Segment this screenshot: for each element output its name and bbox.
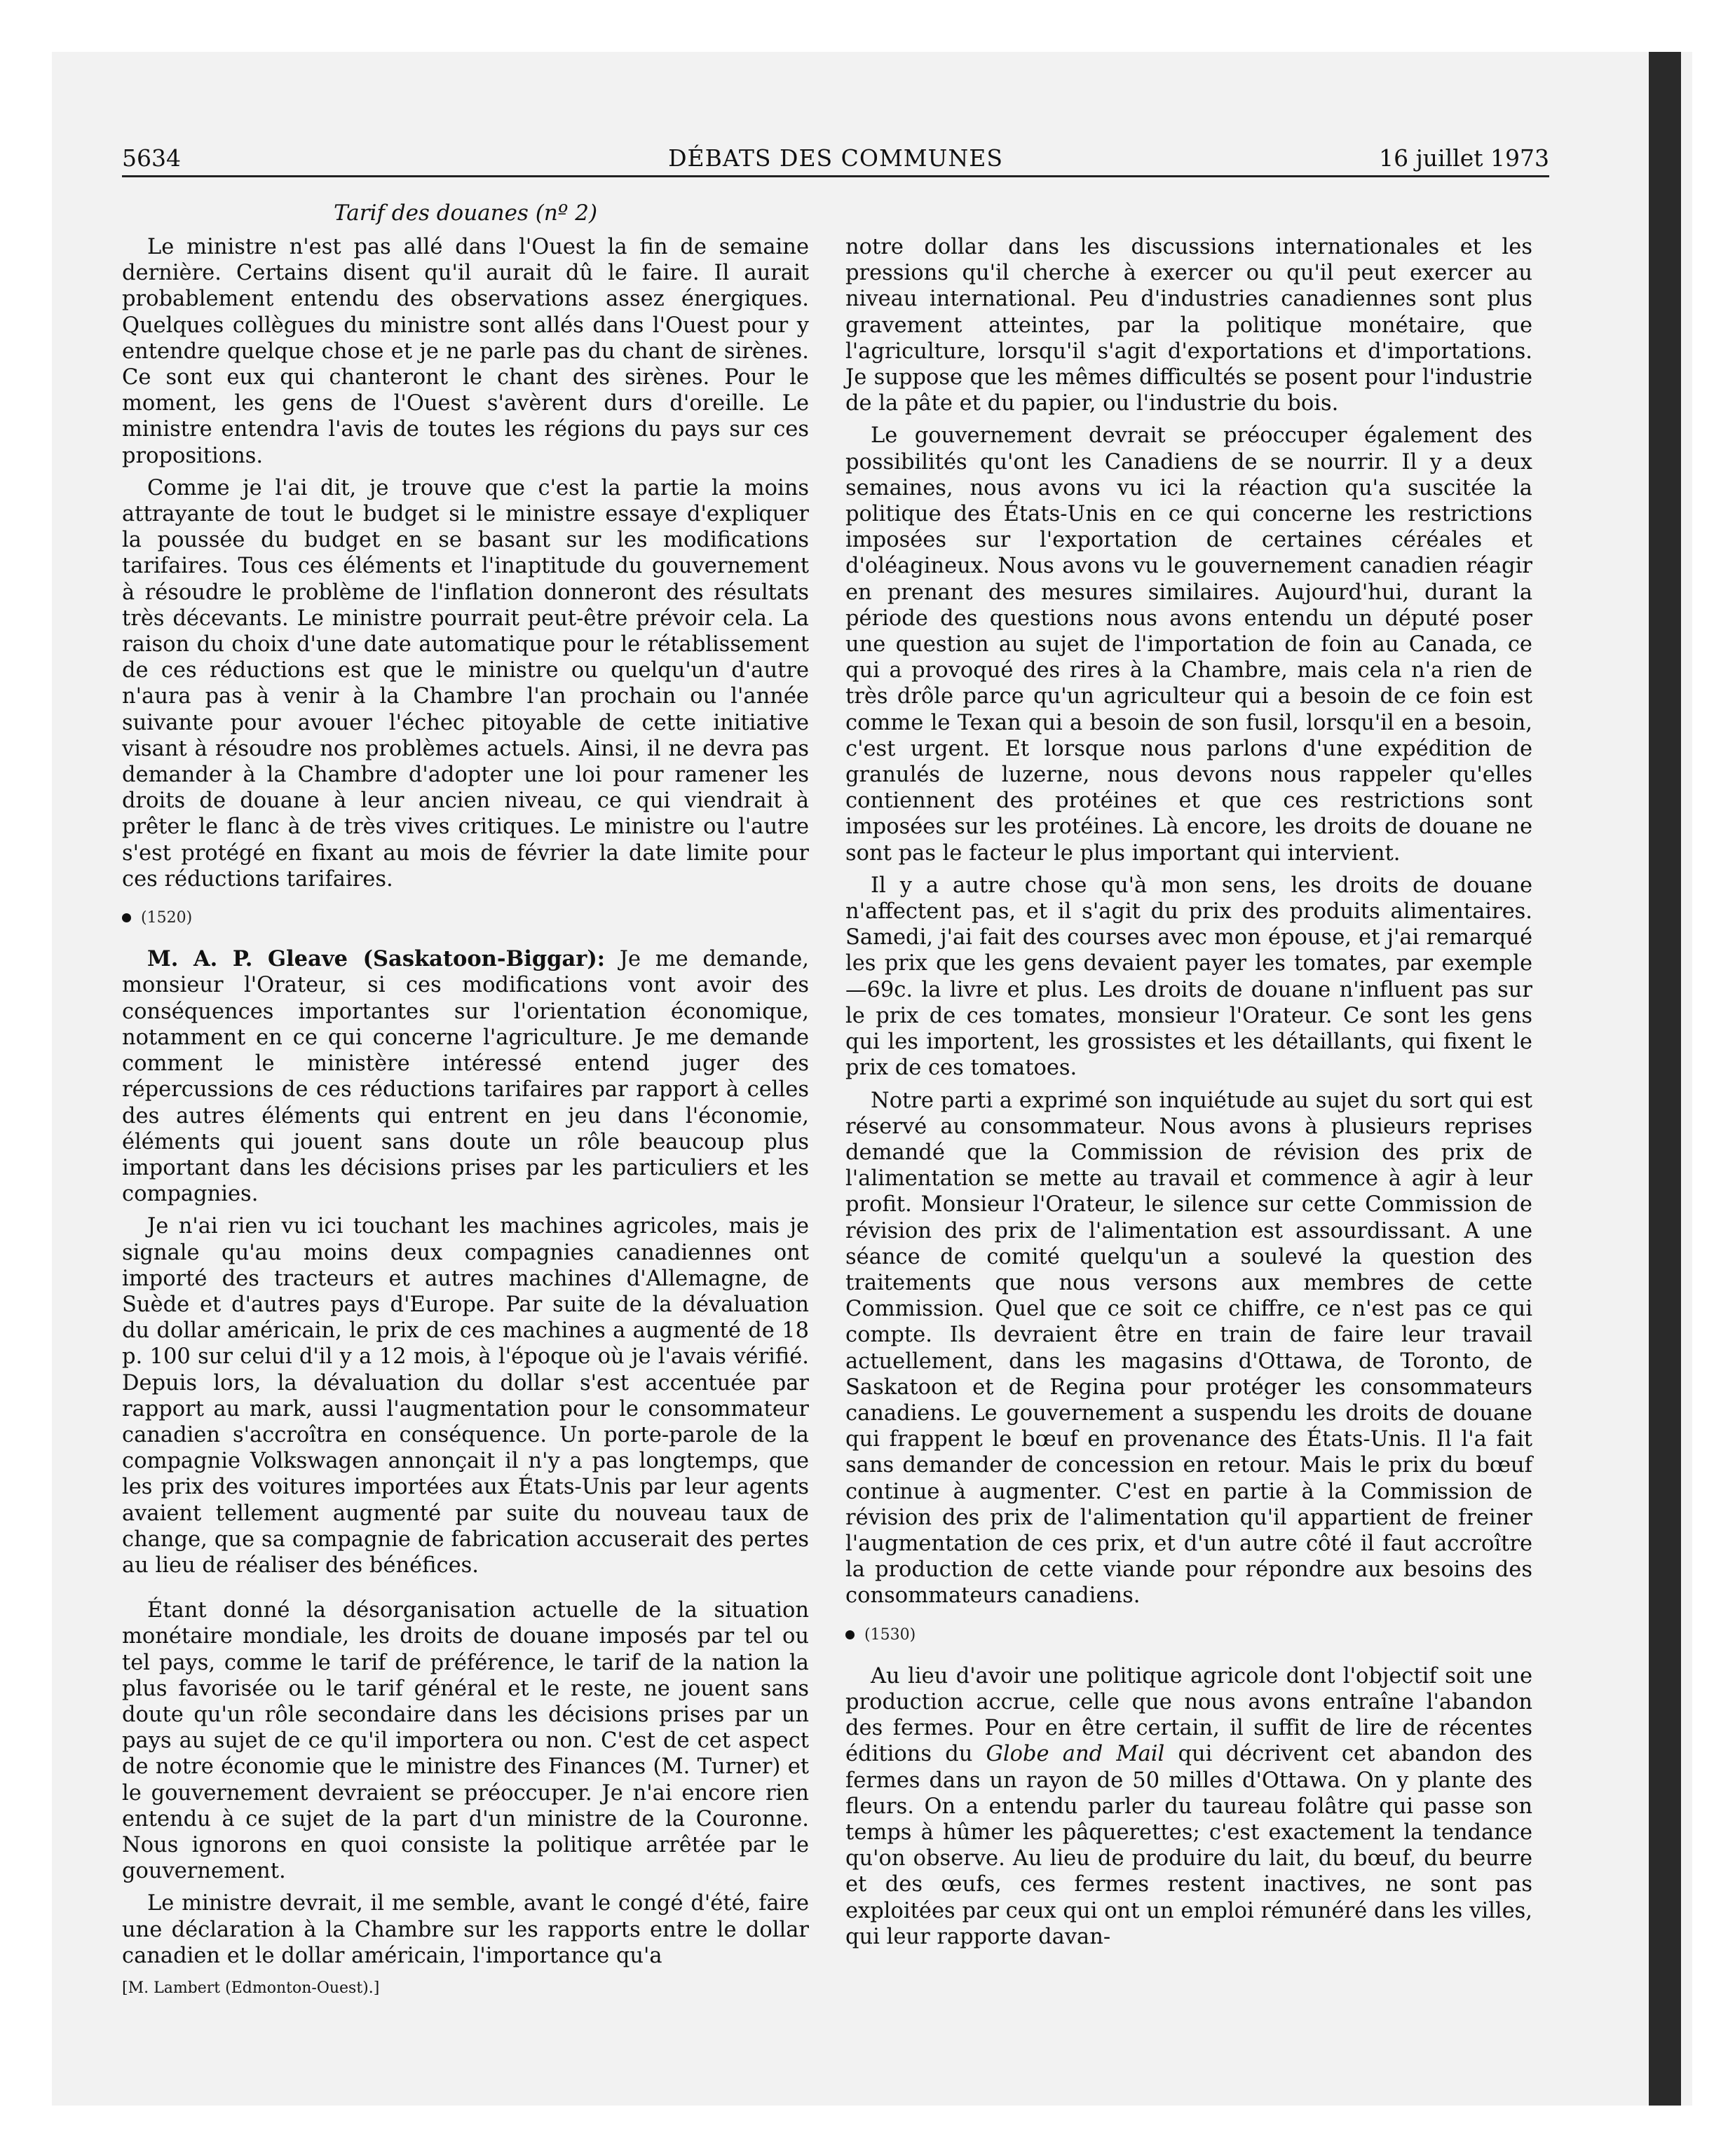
paragraph: Étant donné la désorganisation actuelle de la situation monétaire mondiale, les droits de douane imposés par tel ou tel pays, comme le tarif de préférence, le tarif de la nation la plus favorisée ou le tarif général et le reste, ne jouent sans doute qu'un rôle secondaire dans les décisions prises par un pays au sujet de ce qu'il importera ou non. C'est de cet aspect de notre économie que le ministre des Finances (M. Turner) et le gouvernement devraient se préoccuper. Je n'ai encore rien entendu à ce sujet de la part d'un ministre de la Couronne. Nous ignorons en quoi consiste la politique arrêtée par le gouvernement. (122, 1598, 809, 1884)
paragraph: Le ministre devrait, il me semble, avant le congé d'été, faire une déclaration à la Chambre sur les rapports entre le dollar canadien et le dollar américain, l'importance qu'a (122, 1891, 809, 1968)
time-marker (122, 905, 809, 931)
paragraph (845, 1663, 1532, 1950)
paragraph: Je n'ai rien vu ici touchant les machines agricoles, mais je signale qu'au moins deux compagnies canadiennes ont importé des tracteurs et autres machines d'Allemagne, de Suède et d'autres pays d'Europe. Par suite de la dévaluation du dollar américain, le prix de ces machines a augmenté de 18 p. 100 sur celui d'il y a 12 mois, à l'époque où je l'avais vérifié. Depuis lors, la dévaluation du dollar s'est accentuée par rapport au mark, aussi l'augmentation pour le consommateur canadien s'accroîtra en conséquence. Un porte-parole de la compagnie Volkswagen annonçait il n'y a pas longtemps, que les prix des voitures importées aux États-Unis par leur agents avaient tellement augmenté par suite du nouveau taux de change, que sa compagnie de fabrication accuserait des pertes au lieu de réaliser des bénéfices. (122, 1214, 809, 1578)
speaker-footnote: [M. Lambert (Edmonton-Ouest).] (122, 1979, 380, 1997)
right-column (845, 234, 1532, 1956)
bullet-dot-icon (845, 1630, 855, 1639)
paragraph: Comme je l'ai dit, je trouve que c'est la partie la moins attrayante de tout le budget si le ministre essaye d'expliquer la poussée du budget en se basant sur les modifications tarifaires. Tous ces éléments et l'inaptitude du gouvernement à résoudre le problème de l'inflation donneront des résultats très décevants. Le ministre pourrait peut-être prévoir cela. La raison du choix d'une date automatique pour le rétablissement de ces réductions est que le ministre ou quelqu'un d'autre n'aura pas à venir à la Chambre l'an prochain ou l'année suivante pour avouer l'échec pitoyable de cette initiative visant à résoudre nos problèmes actuels. Ainsi, il ne devra pas demander à la Chambre d'adopter une loi pour ramener les droits de douane à leur ancien niveau, ce qui viendrait à prêter le flanc à de très vives critiques. Le ministre ou l'autre s'est protégé en fixant au mois de février la date limite pour ces réductions tarifaires. (122, 475, 809, 892)
time-marker (845, 1622, 1532, 1648)
journal-title: DÉBATS DES COMMUNES (668, 144, 1003, 172)
paragraph-text: qui décrivent cet abandon des fermes dans un rayon de 50 milles d'Ottawa. On y plante des fleurs. On a entendu parler du taureau folâtre qui passe son temps à hûmer les pâquerettes; c'est exactement la tendance qu'on observe. Au lieu de produire du lait, du bœuf, du beurre et des œufs, ces fermes restent inactives, ne sont pas exploitées par ceux qui ont un emploi rémunéré dans les villes, qui leur rapporte davan- (845, 1742, 1532, 1949)
paragraph-text: Au lieu d'avoir une politique agricole dont l'objectif soit une production accrue, celle que nous avons entraîne l'abandon des fermes. Pour en être certain, il suffit de lire de récentes éditions du (845, 1663, 1532, 1767)
speech-text: Je me demande, monsieur l'Orateur, si ces modifications vont avoir des conséquences importantes sur l'orientation économique, notamment en ce qui concerne l'agriculture. Je me demande comment le ministère intéressé entend juger des répercussions de ces réductions tarifaires par rapport à celles des autres éléments qui entrent en jeu dans l'économie, éléments qui jouent sans doute un rôle beaucoup plus important dans les décisions prises par les particuliers et les compagnies. (122, 947, 809, 1207)
time-marker-label: (1530) (864, 1625, 916, 1644)
paragraph: Le ministre n'est pas allé dans l'Ouest la fin de semaine dernière. Certains disent qu'il aurait dû le faire. Il aurait probablement entendu des observations assez énergiques. Quelques collègues du ministre sont allés dans l'Ouest pour y entendre quelque chose et je ne parle pas du chant de sirènes. Ce sont eux qui chanteront le chant des sirènes. Pour le moment, les gens de l'Ouest s'avèrent durs d'oreille. Le ministre entendra l'avis de toutes les régions du pays sur ces propositions. (122, 235, 809, 468)
paragraph: Notre parti a exprimé son inquiétude au sujet du sort qui est réservé au consommateur. Nous avons à plusieurs reprises demandé que la Commission de révision des prix de l'alimentation se mette au travail et commence à agir à leur profit. Monsieur l'Orateur, le silence sur cette Commission de révision des prix de l'alimentation est assourdissant. A une séance de comité quelqu'un a soulevé la question des traitements que nous versons aux membres de cette Commission. Quel que ce soit ce chiffre, ce n'est pas ce qui compte. Ils devraient être en train de faire leur travail actuellement, dans les magasins d'Ottawa, de Toronto, de Saskatoon et de Regina pour protéger les consommateurs canadiens. Le gouvernement a suspendu les droits de douane qui frappent le bœuf en provenance des États-Unis. Il l'a fait sans demander de concession en retour. Mais le prix du bœuf continue à augmenter. C'est en partie à la Commission de révision des prix de l'alimentation qu'il appartient de freiner l'augmentation de ces prix, et d'un autre côté il faut accroître la production de cette viande pour répondre aux besoins des consommateurs canadiens. (845, 1088, 1532, 1609)
scan-edge-shadow (1649, 52, 1681, 2106)
paragraph: Il y a autre chose qu'à mon sens, les droits de douane n'affectent pas, et il s'agit du prix des produits alimentaires. Samedi, j'ai fait des courses avec mon épouse, et j'ai remarqué les prix que les gens devaient payer les tomates, par exemple—69c. la livre et plus. Les droits de douane n'influent pas sur le prix de ces tomates, monsieur l'Orateur. Ce sont les gens qui les importent, les grossistes et les détaillants, qui fixent le prix de ces tomatoes. (845, 873, 1532, 1081)
paragraph: notre dollar dans les discussions internationales et les pressions qu'il cherche à exercer ou qu'il peut exercer au niveau international. Peu d'industries canadiennes sont plus gravement atteintes, par la politique monétaire, que l'agriculture, lorsqu'il s'agit d'exportations et d'importations. Je suppose que les mêmes difficultés se posent pour l'industrie de la pâte et du papier, ou l'industrie du bois. (845, 235, 1532, 416)
speech-paragraph (122, 946, 809, 1207)
section-subtitle: Tarif des douanes (nº 2) (333, 200, 598, 226)
speaker-name: M. A. P. Gleave (Saskatoon-Biggar): (147, 946, 606, 972)
newspaper-title: Globe and Mail (986, 1742, 1165, 1767)
page-header (122, 142, 1549, 177)
issue-date: 16 juillet 1973 (1379, 144, 1549, 172)
page-number: 5634 (122, 144, 181, 172)
left-column (122, 234, 809, 2007)
bullet-dot-icon (122, 913, 131, 922)
time-marker-label: (1520) (141, 909, 193, 927)
paragraph: Le gouvernement devrait se préoccuper également des possibilités qu'ont les Canadiens de se nourrir. Il y a deux semaines, nous avons vu ici la réaction qu'a suscitée la politique des États-Unis en ce qui concerne les restrictions imposées sur l'exportation de certaines céréales et d'oléagineux. Nous avons vu le gouvernement canadien réagir en prenant des mesures similaires. Aujourd'hui, durant la période des questions nous avons entendu un député poser une question au sujet de l'importation de foin au Canada, ce qui a provoqué des rires à la Chambre, mais cela n'a rien de très drôle parce qu'un agriculteur qui a besoin de ce foin est comme le Texan qui a besoin de son fusil, lorsqu'il en a besoin, c'est urgent. Et lorsque nous parlons d'une expédition de granulés de luzerne, nous devons nous rappeler qu'elles contiennent des protéines et que ces restrictions sont imposées sur les protéines. Là encore, les droits de douane ne sont pas le facteur le plus important qui intervient. (845, 423, 1532, 866)
